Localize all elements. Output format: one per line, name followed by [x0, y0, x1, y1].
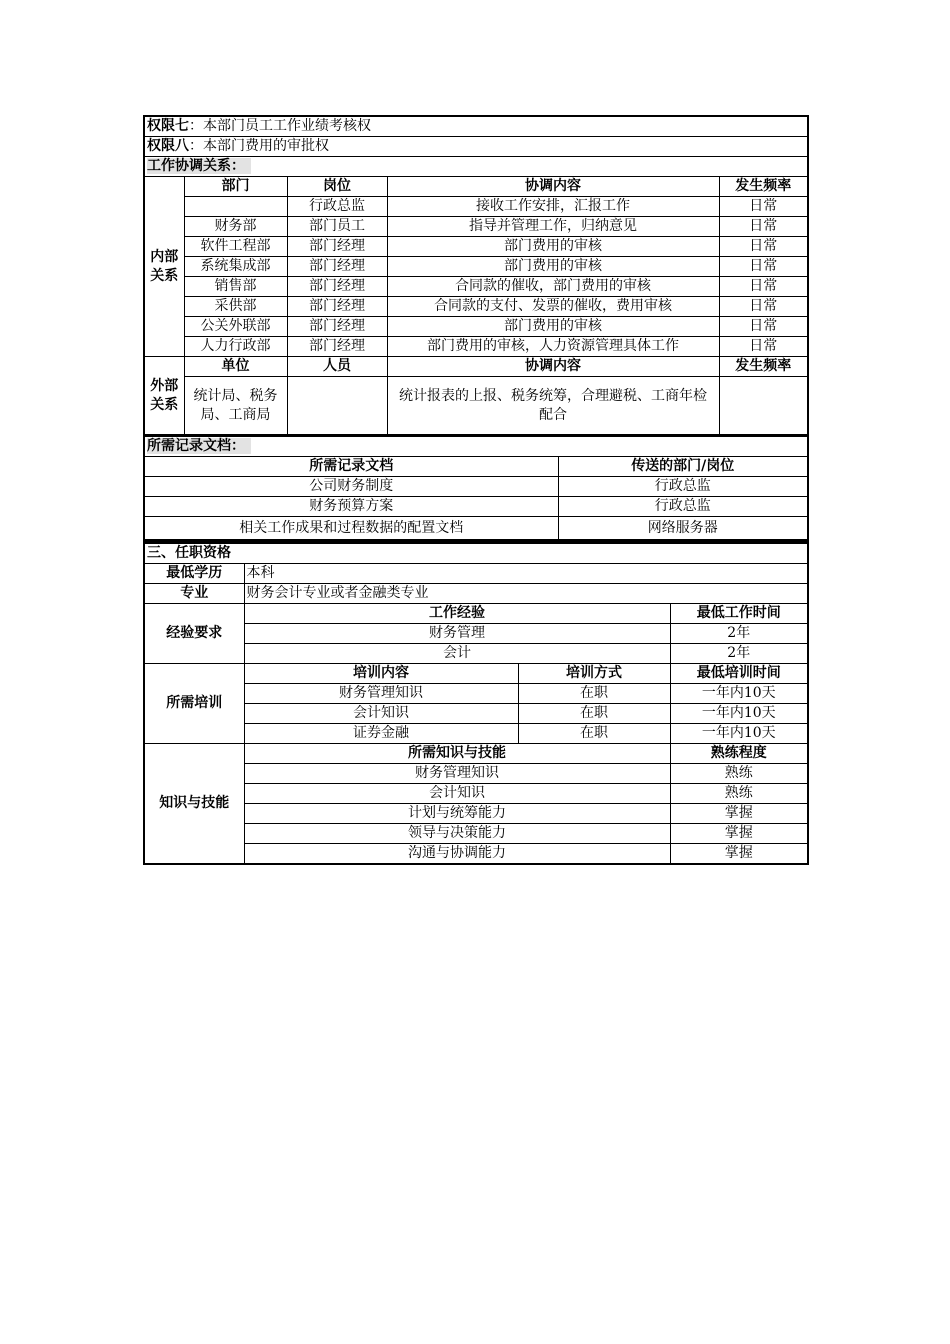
records-table — [143, 436, 809, 541]
table-row — [144, 724, 808, 744]
internal-dept: 人力行政部 — [184, 337, 287, 357]
record-dest: 行政总监 — [558, 477, 808, 497]
internal-freq: 日常 — [719, 337, 808, 357]
experience-time: 2年 — [670, 644, 808, 664]
external-header-content: 协调内容 — [387, 357, 719, 377]
external-content: 统计报表的上报、税务统筹，合理避税、工商年检配合 — [387, 377, 719, 436]
table-row — [144, 317, 808, 337]
internal-dept — [184, 197, 287, 217]
skill-level: 熟练 — [670, 764, 808, 784]
table-row — [144, 257, 808, 277]
table-row — [144, 337, 808, 357]
record-dest: 网络服务器 — [558, 517, 808, 541]
internal-freq: 日常 — [719, 217, 808, 237]
table-row — [144, 477, 808, 497]
record-doc: 相关工作成果和过程数据的配置文档 — [144, 517, 558, 541]
internal-content: 部门费用的审核 — [387, 237, 719, 257]
external-header-unit: 单位 — [184, 357, 287, 377]
records-header-dest: 传送的部门/岗位 — [558, 457, 808, 477]
internal-relation-label: 内部关系 — [144, 177, 184, 357]
skill-level: 熟练 — [670, 784, 808, 804]
skill-level: 掌握 — [670, 824, 808, 844]
skill-item: 计划与统筹能力 — [244, 804, 670, 824]
internal-header-dept: 部门 — [184, 177, 287, 197]
table-row — [144, 297, 808, 317]
internal-post: 部门经理 — [287, 277, 387, 297]
external-relation-label: 外部关系 — [144, 357, 184, 436]
coordination-title: 工作协调关系： — [144, 157, 808, 177]
skill-item: 财务管理知识 — [244, 764, 670, 784]
table-row — [144, 197, 808, 217]
internal-content: 指导并管理工作，归纳意见 — [387, 217, 719, 237]
job-description-sheet — [143, 115, 807, 865]
internal-post: 部门经理 — [287, 317, 387, 337]
table-row — [144, 684, 808, 704]
internal-dept: 销售部 — [184, 277, 287, 297]
internal-post: 部门经理 — [287, 237, 387, 257]
record-doc: 财务预算方案 — [144, 497, 558, 517]
training-method: 在职 — [518, 684, 670, 704]
internal-post: 行政总监 — [287, 197, 387, 217]
internal-freq: 日常 — [719, 277, 808, 297]
coordination-table — [143, 115, 809, 436]
internal-dept: 软件工程部 — [184, 237, 287, 257]
table-row — [144, 377, 808, 436]
authority-eight: 权限八：本部门费用的审批权 — [144, 137, 808, 157]
external-person — [287, 377, 387, 436]
table-row — [144, 497, 808, 517]
table-row — [144, 704, 808, 724]
table-row — [144, 277, 808, 297]
table-row — [144, 644, 808, 664]
skills-header-item: 所需知识与技能 — [244, 744, 670, 764]
internal-freq: 日常 — [719, 197, 808, 217]
internal-content: 部门费用的审核 — [387, 317, 719, 337]
internal-freq: 日常 — [719, 297, 808, 317]
training-method: 在职 — [518, 704, 670, 724]
internal-freq: 日常 — [719, 237, 808, 257]
skill-level: 掌握 — [670, 804, 808, 824]
experience-item: 财务管理 — [244, 624, 670, 644]
external-freq — [719, 377, 808, 436]
table-row — [144, 824, 808, 844]
table-row — [144, 804, 808, 824]
authority-seven: 权限七：本部门员工工作业绩考核权 — [144, 116, 808, 137]
external-header-person: 人员 — [287, 357, 387, 377]
internal-dept: 采供部 — [184, 297, 287, 317]
external-unit: 统计局、税务局、工商局 — [184, 377, 287, 436]
internal-header-content: 协调内容 — [387, 177, 719, 197]
skill-level: 掌握 — [670, 844, 808, 865]
table-row — [144, 517, 808, 541]
table-row — [144, 237, 808, 257]
internal-dept: 财务部 — [184, 217, 287, 237]
internal-post: 部门经理 — [287, 297, 387, 317]
internal-freq: 日常 — [719, 317, 808, 337]
internal-content: 部门费用的审核 — [387, 257, 719, 277]
skill-item: 领导与决策能力 — [244, 824, 670, 844]
internal-dept: 系统集成部 — [184, 257, 287, 277]
experience-item: 会计 — [244, 644, 670, 664]
internal-post: 部门员工 — [287, 217, 387, 237]
internal-content: 合同款的支付、发票的催收，费用审核 — [387, 297, 719, 317]
internal-content: 接收工作安排，汇报工作 — [387, 197, 719, 217]
internal-header-post: 岗位 — [287, 177, 387, 197]
internal-post: 部门经理 — [287, 337, 387, 357]
training-content: 财务管理知识 — [244, 684, 518, 704]
table-row — [144, 784, 808, 804]
major-label: 专业 — [144, 584, 244, 604]
training-time: 一年内10天 — [670, 684, 808, 704]
table-row — [144, 217, 808, 237]
major-value: 财务会计专业或者金融类专业 — [244, 584, 808, 604]
table-row — [144, 624, 808, 644]
training-header-content: 培训内容 — [244, 664, 518, 684]
training-header-time: 最低培训时间 — [670, 664, 808, 684]
training-time: 一年内10天 — [670, 704, 808, 724]
training-method: 在职 — [518, 724, 670, 744]
experience-header-time: 最低工作时间 — [670, 604, 808, 624]
education-value: 本科 — [244, 564, 808, 584]
training-time: 一年内10天 — [670, 724, 808, 744]
record-doc: 公司财务制度 — [144, 477, 558, 497]
skill-item: 沟通与协调能力 — [244, 844, 670, 865]
internal-header-freq: 发生频率 — [719, 177, 808, 197]
internal-freq: 日常 — [719, 257, 808, 277]
internal-dept: 公关外联部 — [184, 317, 287, 337]
skills-label: 知识与技能 — [144, 744, 244, 865]
records-title: 所需记录文档： — [144, 437, 808, 457]
table-row — [144, 764, 808, 784]
table-row — [144, 844, 808, 865]
experience-time: 2年 — [670, 624, 808, 644]
internal-content: 部门费用的审核，人力资源管理具体工作 — [387, 337, 719, 357]
external-header-freq: 发生频率 — [719, 357, 808, 377]
training-header-method: 培训方式 — [518, 664, 670, 684]
skills-header-level: 熟练程度 — [670, 744, 808, 764]
training-content: 证券金融 — [244, 724, 518, 744]
experience-header-item: 工作经验 — [244, 604, 670, 624]
internal-post: 部门经理 — [287, 257, 387, 277]
records-header-doc: 所需记录文档 — [144, 457, 558, 477]
qualification-title: 三、任职资格 — [144, 543, 808, 564]
qualification-table — [143, 541, 809, 865]
training-content: 会计知识 — [244, 704, 518, 724]
internal-content: 合同款的催收，部门费用的审核 — [387, 277, 719, 297]
training-label: 所需培训 — [144, 664, 244, 744]
skill-item: 会计知识 — [244, 784, 670, 804]
education-label: 最低学历 — [144, 564, 244, 584]
record-dest: 行政总监 — [558, 497, 808, 517]
experience-label: 经验要求 — [144, 604, 244, 664]
